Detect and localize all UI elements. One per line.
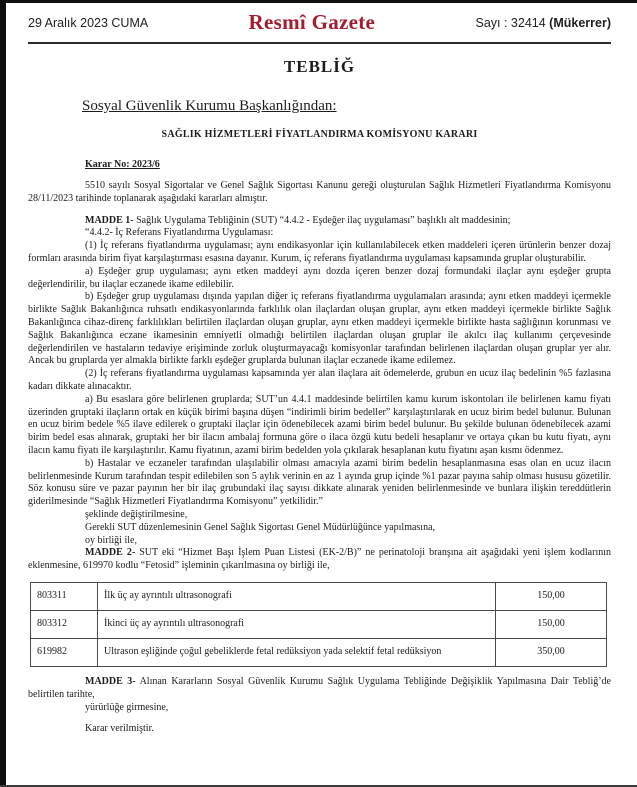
- gazette-title: Resmî Gazete: [248, 10, 376, 34]
- gazette-date: 29 Aralık 2023 CUMA: [28, 15, 149, 30]
- paragraph-text: Alınan Kararların Sosyal Güvenlik Kurumu Sağlık Uygulama Tebliğinde Değişiklik Yapılmasına Dair Tebliğ’de belirtilen tarihte,: [28, 675, 611, 700]
- procedure-price: 350,00: [496, 638, 607, 666]
- masthead-divider: [28, 42, 611, 44]
- paragraph-text: SUT eki “Hizmet Başı İşlem Puan Listesi (EK-2/B)” ne perinatoloji branşına ait aşağıdaki yeni işlem kodlarının eklenmesine, 619970 kodlu “Fetosid” işleminin çıkarılmasına oy birliği ile,: [28, 547, 611, 572]
- closing-paragraphs: [28, 676, 611, 736]
- paragraph: [28, 266, 611, 292]
- paragraph-text: (2) İç referans fiyatlandırma uygulaması kapsamında yer alan ilaçlara ait ödemelerde, grubun en ucuz ilaç bedelinin %5 fazlasına kadarı dikkate alınacaktır.: [28, 368, 611, 392]
- paragraph-text: Karar verilmiştir.: [85, 723, 154, 735]
- page-content: [6, 0, 637, 785]
- article-label: MADDE 3-: [85, 675, 136, 687]
- paragraph-text: Sağlık Uygulama Tebliğinin (SUT) “4.4.2 - Eşdeğer ilaç uygulaması” başlıklı alt maddesinin;: [133, 214, 511, 226]
- issue-suffix: (Mükerrer): [549, 15, 611, 30]
- paragraph: [28, 676, 611, 702]
- paragraph: [85, 227, 611, 240]
- document-kind-heading: TEBLİĞ: [283, 57, 356, 76]
- procedure-code: 803311: [31, 582, 98, 610]
- paragraph-text: 5510 sayılı Sosyal Sigortalar ve Genel Sağlık Sigortası Kanunu gereği oluşturulan Sağlık Hizmetleri Fiyatlandırma Komisyonu 28/11/2023 tarihinde toplanarak aşağıdaki kararları almıştır.: [28, 180, 611, 204]
- issue-label: Sayı : 32414: [475, 15, 550, 30]
- paragraph: [28, 458, 611, 509]
- paragraph-text: b) Eşdeğer grup uygulaması dışında yapılan diğer iç referans fiyatlandırma uygulamaları arasında; aynı etken maddeyi içermekle birlikte Sağlık Bakanlığınca ruhsatlı endikasyonlarında farklılık olan ilaçlardan oluşan gruplar, aynı etken maddeyi içermekle birlikte Sağlık Bakanlığınca cihaz-direnç farklılıkları belirtilen ilaçlardan oluşan gruplar, aynı etken maddeyi içermekle birlikte hasta sağlığının korunması ve Sağlık Bakanlığınca eczane ikamesinin emniyetli olmadığı belirtilen ilaçlardan oluşan gruplar ile akılcı ilaç kullanımı çerçevesinde değerlendirilen ve hastaların tedaviye erişiminde zorluk oluşturmayacağı komisyonlar tarafından belirlenen ilaçlardan oluşan gruplar yer alır. Ancak bu gruplarda yer almakla birlikte farklı eşdeğer gruplarda bulunan ilaçlar eczanede ikame edilemez.: [28, 291, 611, 367]
- procedure-price: 150,00: [496, 610, 607, 638]
- table-row: [31, 638, 607, 666]
- procedure-price: 150,00: [496, 582, 607, 610]
- paragraph: [28, 547, 611, 573]
- issuing-authority: Sosyal Güvenlik Kurumu Başkanlığından:: [82, 98, 337, 114]
- paragraph-text: yürürlüğe girmesine,: [85, 701, 169, 713]
- procedure-code: 619982: [31, 638, 98, 666]
- procedure-description: Ultrason eşliğinde çoğul gebeliklerde fetal redüksiyon yada selektif fetal redüksiyon: [98, 638, 496, 666]
- paragraph-text: oy birliği ile,: [85, 534, 137, 546]
- paragraph: [85, 509, 611, 522]
- procedure-description: İkinci üç ay ayrıntılı ultrasonografi: [98, 610, 496, 638]
- document-body: [28, 180, 611, 736]
- procedure-fee-table: [30, 582, 607, 667]
- paragraph: [28, 240, 611, 266]
- article-label: MADDE 2-: [85, 547, 136, 559]
- paragraph: [28, 291, 611, 368]
- paragraph: [85, 702, 611, 715]
- procedure-description: İlk üç ay ayrıntılı ultrasonografi: [98, 582, 496, 610]
- table-row: [31, 582, 607, 610]
- masthead: [28, 10, 611, 35]
- paragraph: [28, 180, 611, 206]
- paragraph: [85, 535, 611, 548]
- decision-title: SAĞLIK HİZMETLERİ FİYATLANDIRMA KOMİSYONU KARARI: [161, 129, 478, 140]
- issue-number: [476, 16, 612, 30]
- paragraph-text: Gerekli SUT düzenlemesinin Genel Sağlık Sigortası Genel Müdürlüğünce yapılmasına,: [85, 521, 436, 533]
- procedure-code: 803312: [31, 610, 98, 638]
- body-paragraphs: [28, 180, 611, 573]
- paragraph-text: şeklinde değiştirilmesine,: [85, 508, 188, 520]
- paragraph: [85, 522, 611, 535]
- paragraph-text: a) Bu esaslara göre belirlenen gruplarda; SUT’un 4.4.1 maddesinde belirtilen kamu kurum iskontoları ile belirlenen kamu fiyatı üzerinden gruptaki ilaçların ortak en küçük birimi başına düşen “indirimli birim bedeller” karşılaştırılarak en ucuz birim bedel bulunur. Bulunan en ucuz birim bedele %5 ilave edilerek o gruptaki ilaçlar için ödenebilecek azami birim bedel bulunur. Bu şekilde bulunan ödenebilecek azami birim bedel esas alınarak, gruptaki her bir ilacın ambalaj formuna göre o ilaca özgü kutu bedeli hesaplanır ve ortaya çıkan bu kutu fiyatı, aynı ilacın kamu fiyatı ile karşılaştırılır. Kamu fiyatının, azami birim bedelden yola çıkılarak hesaplanan kutu fiyatını aşan kısmı ödenmez.: [28, 393, 611, 456]
- paragraph-text: b) Hastalar ve eczaneler tarafından ulaşılabilir olması amacıyla azami birim bedelin hesaplanmasına esas olan en ucuz ilacın belirlenmesinde Kurum tarafından tespit edilebilen son 5 aylık verinin en az 1 ayında grup içinde %1 pazar payına sahip olması hususu gözetilir. Söz konusu süre ve pazar payının her bir ilaç grubundaki ilaç sayısı dikkate alınarak yeniden belirlenmesinde ve bunlara ilişkin tereddütlerin giderilmesinde “Sağlık Hizmetleri Fiyatlandırma Komisyonu” yetkilidir.”: [28, 457, 611, 508]
- paragraph: [28, 368, 611, 394]
- decision-number: Karar No: 2023/6: [85, 159, 160, 170]
- article-label: MADDE 1-: [85, 214, 134, 226]
- paragraph: [28, 215, 611, 228]
- paragraph: [28, 394, 611, 458]
- paragraph-text: “4.4.2- İç Referans Fiyatlandırma Uygulaması:: [85, 227, 274, 239]
- paragraph: [85, 723, 611, 736]
- paragraph-text: (1) İç referans fiyatlandırma uygulaması; aynı endikasyonlar için kullanılabilecek etken maddeleri içeren ürünlerin benzer dozaj formları arasında birim fiyat karşılaştırması esasına dayanır. Kurum, iç referans fiyatlandırma uygulaması kapsamında gruplar oluşturabilir.: [28, 240, 611, 264]
- table-row: [31, 610, 607, 638]
- paragraph-text: a) Eşdeğer grup uygulaması; aynı etken maddeyi aynı dozda içeren benzer dozaj formundaki ilaçlar aynı eşdeğer grupta değerlendirilir, bu ilaçlar eczanede ikame edilebilir.: [28, 265, 611, 290]
